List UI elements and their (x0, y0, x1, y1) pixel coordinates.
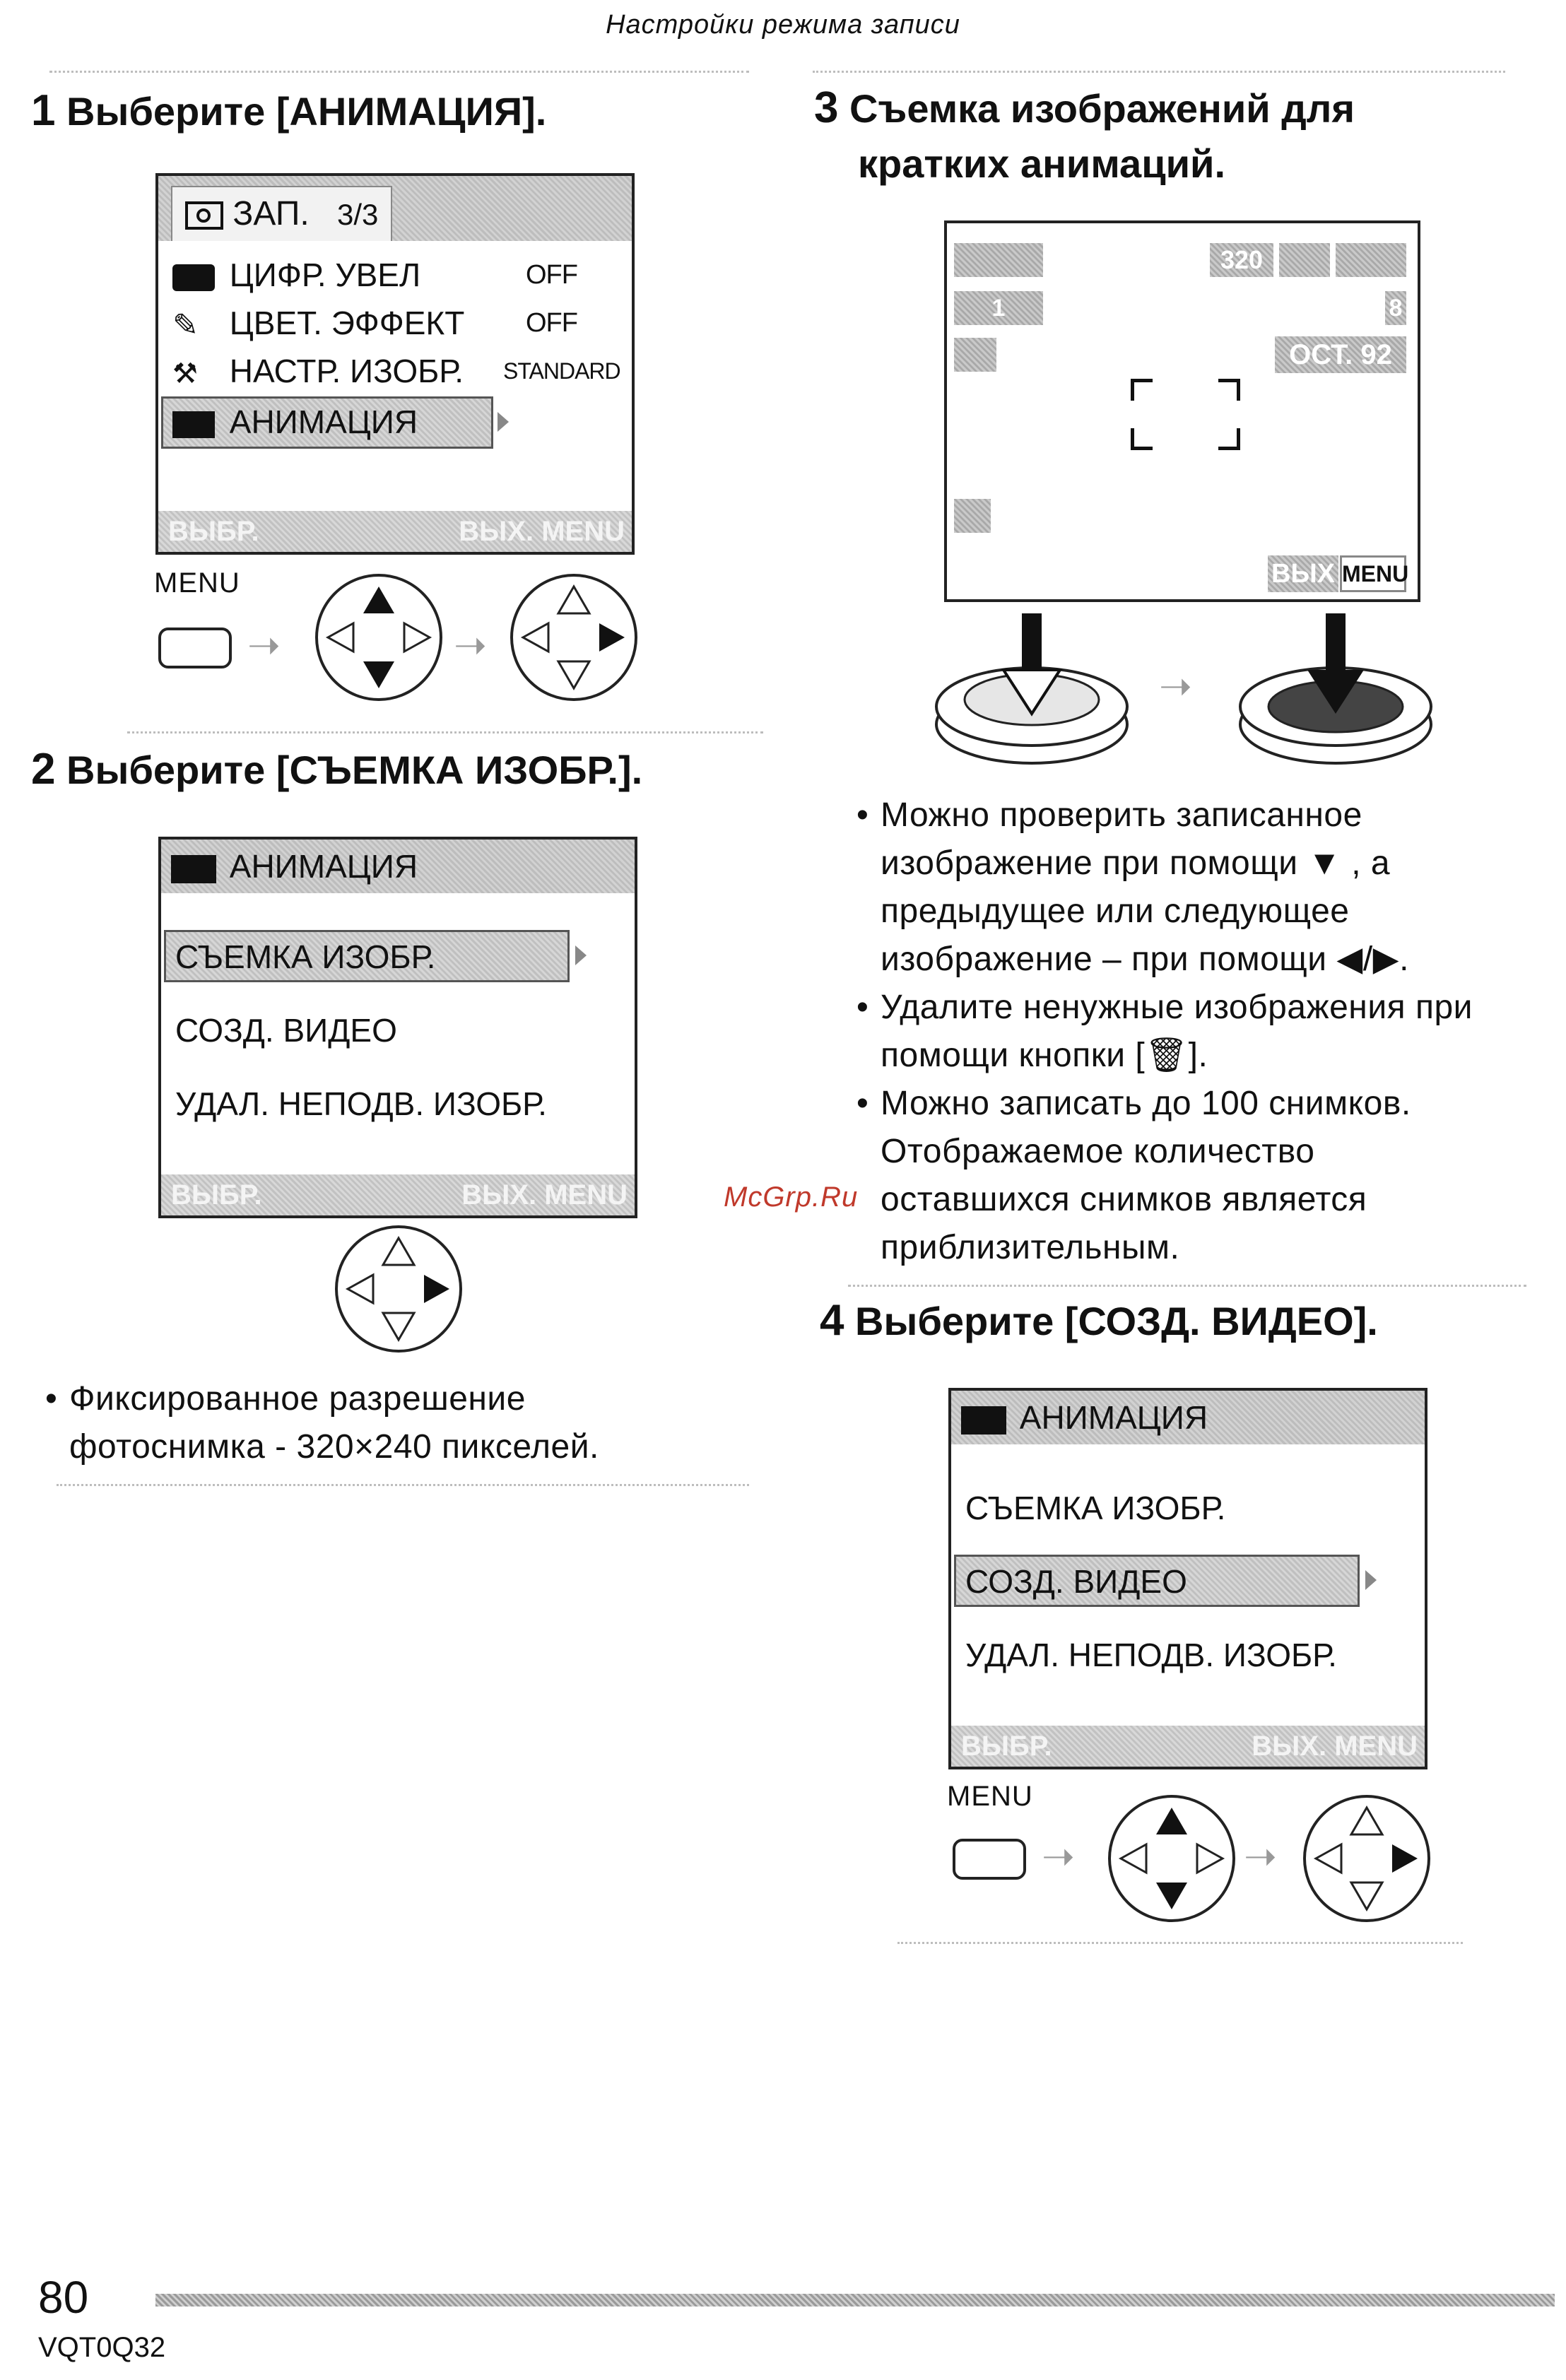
menu-item-capture[interactable]: СЪЕМКА ИЗОБР. (965, 1490, 1226, 1526)
menu-item-capture[interactable]: СЪЕМКА ИЗОБР. (175, 938, 436, 975)
watermark: McGrp.Ru (724, 1182, 859, 1213)
menu-label: MENU (947, 1781, 1033, 1812)
nav-pad-right[interactable] (334, 1224, 464, 1354)
menu-item-delete-stills[interactable]: УДАЛ. НЕПОДВ. ИЗОБР. (965, 1637, 1337, 1673)
bullet-review: • Можно проверить записанное изображение при помощи ▼ , а предыдущее или следующее изображение – при помощи ◀/▶. (856, 796, 1409, 978)
chevron-right-icon (1365, 1570, 1377, 1590)
screen-title: АНИМАЦИЯ (961, 1396, 1208, 1439)
animation-icon (171, 855, 216, 883)
step-number: 3 (814, 83, 839, 132)
focus-corner (1131, 428, 1153, 450)
digital-zoom-icon (172, 264, 215, 291)
step-number: 2 (31, 745, 56, 794)
af-icon (954, 338, 996, 372)
nav-pad-right[interactable] (1302, 1793, 1432, 1924)
page-number: 80 (38, 2272, 89, 2323)
divider (813, 71, 1505, 73)
menu-button[interactable] (953, 1839, 1026, 1880)
chevron-right-icon (575, 945, 587, 965)
lcd-preview (944, 220, 1420, 602)
screen-bottom-bar: ВЫБР. ВЫХ. MENU (158, 511, 632, 552)
mode-icon (954, 243, 1043, 277)
step-number: 1 (31, 86, 56, 135)
step1-heading (31, 83, 546, 139)
page-indicator: 3/3 (337, 198, 379, 231)
bullet-limit: • Можно записать до 100 снимков. Отображаемое количество оставшихся снимков является приблизительным. (856, 1085, 1411, 1266)
quality-icon (1279, 243, 1330, 277)
menu-item-picture-adjust[interactable]: ⚒ НАСТР. ИЗОБР. (172, 353, 464, 389)
nav-pad-up-down[interactable] (1107, 1793, 1237, 1924)
camera-icon (185, 201, 223, 230)
burst-indicator: 1 (954, 291, 1043, 325)
animation-icon (172, 411, 215, 438)
menu-item-animation[interactable]: АНИМАЦИЯ (172, 401, 418, 443)
menu-screen-create-video (948, 1388, 1427, 1769)
step2-heading (31, 742, 642, 798)
arrow-right-icon: ➝ (1042, 1834, 1075, 1878)
arrow-right-icon: ➝ (454, 623, 487, 667)
menu-item-digital-zoom[interactable]: ЦИФР. УВЕЛ (172, 254, 420, 296)
rec-tab: ЗАП. 3/3 (171, 186, 392, 241)
bullet-delete: • Удалите ненужные изображения при помощи кнопки [🗑]. (856, 989, 1473, 1074)
date-display: ОСТ. 92 (1275, 336, 1406, 373)
menu-button[interactable] (158, 628, 232, 668)
step4-heading (820, 1293, 1378, 1349)
shots-remaining: 8 (1385, 291, 1406, 325)
focus-corner (1218, 379, 1240, 401)
arrow-right-icon: ➝ (247, 623, 281, 667)
shutter-illustration (919, 608, 1456, 777)
divider (57, 1484, 749, 1486)
digital-zoom-value: OFF (526, 260, 577, 290)
step-title: Выберите [АНИМАЦИЯ]. (66, 89, 547, 134)
divider (897, 1942, 1463, 1944)
step-title: Выберите [СЪЕМКА ИЗОБР.]. (66, 748, 643, 792)
divider (127, 731, 763, 734)
step-number: 4 (820, 1296, 844, 1345)
focus-corner (1131, 379, 1153, 401)
battery-icon (1336, 243, 1406, 277)
model-code: VQT0Q32 (38, 2332, 166, 2363)
menu-key-label: MENU (1340, 555, 1406, 592)
stabilizer-icon (954, 499, 991, 533)
menu-item-create-video[interactable]: СОЗД. ВИДЕО (175, 1012, 397, 1049)
menu-item-color-effect[interactable]: ✎ ЦВЕТ. ЭФФЕКТ (172, 305, 465, 343)
footer-bar (155, 2294, 1555, 2307)
menu-item-delete-stills[interactable]: УДАЛ. НЕПОДВ. ИЗОБР. (175, 1085, 547, 1122)
nav-pad-up-down[interactable] (314, 572, 444, 702)
menu-screen-rec (155, 173, 635, 555)
color-effect-icon: ✎ (172, 307, 199, 343)
resolution-badge: 320 (1210, 243, 1273, 277)
animation-icon (961, 1406, 1006, 1435)
menu-screen-animation (158, 837, 637, 1218)
chevron-right-icon (498, 412, 509, 432)
picture-adjust-value: STANDARD (503, 358, 620, 384)
exit-label: ВЫХ (1268, 555, 1338, 592)
divider (49, 71, 749, 73)
focus-corner (1218, 428, 1240, 450)
divider (848, 1285, 1526, 1287)
menu-label: MENU (154, 567, 240, 599)
nav-pad-right[interactable] (509, 572, 639, 702)
screen-bottom-bar: ВЫБР. ВЫХ. MENU (951, 1726, 1425, 1767)
svg-text:➝: ➝ (1159, 664, 1192, 709)
screen-title: АНИМАЦИЯ (171, 845, 418, 888)
step-title: Выберите [СОЗД. ВИДЕО]. (855, 1299, 1378, 1343)
menu-item-create-video[interactable]: СОЗД. ВИДЕО (965, 1563, 1187, 1600)
page-header: Настройки режима записи (606, 10, 960, 40)
color-effect-value: OFF (526, 308, 577, 338)
wrench-icon: ⚒ (172, 358, 198, 389)
note-resolution: • Фиксированное разрешение фотоснимка - 320×240 пикселей. (45, 1380, 599, 1466)
step3-heading: 3 Съемка изображений для кратких анимаций. (814, 83, 1355, 186)
arrow-right-icon: ➝ (1244, 1834, 1277, 1878)
screen-bottom-bar: ВЫБР. ВЫХ. MENU (161, 1174, 635, 1215)
